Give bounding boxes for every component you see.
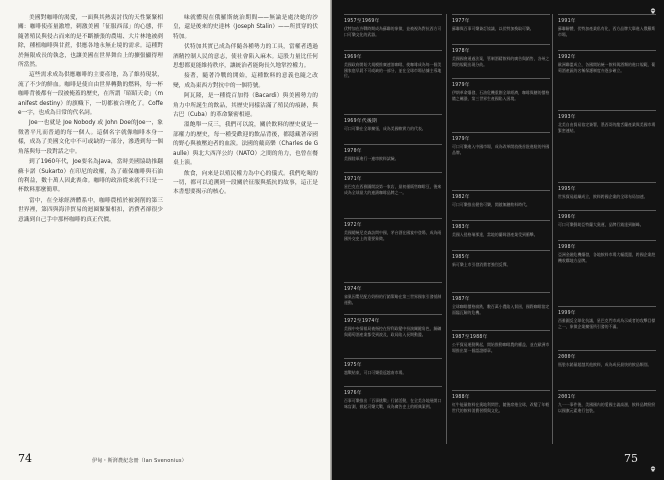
entry-text: 可口可樂進入中國市場，成為改革開放後首批進駐的外國品牌。: [452, 144, 550, 155]
paragraph: 到了1960年代，Joe要名為Java，當時美國協助推翻蘇卡諾（Sukarto）在印尼的政權，為了確保咖啡與石油的利益，數十萬人因此喪命。咖啡的政治從來就不只是一杯飲料那麼簡單。: [18, 159, 163, 194]
timeline-entry: [558, 110, 656, 133]
page-number: 75: [624, 452, 638, 465]
skull-icon: [650, 466, 656, 472]
entry-text: 西雅圖反全球化抗議，星巴克門市成為示威者的攻擊目標之一，象徵企業擴張所引發的不滿。: [558, 318, 656, 329]
entry-text: 雀巢因嬰兒配方奶粉的行銷策略在第三世界國家引發抵制運動。: [344, 294, 442, 305]
entry-year: 1975年: [344, 363, 362, 368]
entry-text: 歐洲聯盟成立，各國開始統一飲料與酒類的進口規範，葡萄酒產區的名稱保護制度亦逐步確立。: [558, 62, 656, 73]
paragraph: 這些需求成為供應咖啡的主要產地，為了維持現狀，流了不少的鮮血。咖啡是使自由世界轉動的燃料，每一杯咖啡背後都有一段被掩蓋的歷史，在所謂「昭昭天命」（manifest destiny）的旗幟下，一切都被合理化了。Coffee一字，也成為日常的代名詞。: [18, 72, 163, 117]
timeline-entry: [558, 14, 656, 37]
entry-year: 1979年: [452, 83, 470, 88]
entry-year: 1999年: [558, 311, 576, 316]
timeline-entry: [452, 132, 550, 155]
timeline-entry: [344, 314, 442, 337]
page-number: 74: [18, 452, 32, 465]
entry-text: 蘇聯與百事可樂簽訂協議，以伏特加換取可樂。: [452, 26, 534, 31]
paragraph: 當中，在全球經濟體系中，咖啡農植於被剝削的第三世界裡，第四與海洋貿易的迴圈緊緊相扣，消費者卻很少意識到自己手中那杯咖啡的真正代價。: [18, 197, 163, 223]
entry-text: 北美自由貿易協定簽署，墨西哥的龍舌蘭產業與美國市場緊密連結。: [558, 122, 656, 133]
entry-text: 新可樂上市引發消費者強烈反彈。: [452, 262, 511, 267]
entry-rule: [344, 114, 442, 115]
entry-text: 亞洲金融危機爆發，各地飲料市場大幅震盪，跨國企業趁機收購地方品牌。: [558, 252, 656, 263]
entry-rule: [344, 50, 442, 51]
entry-rule: [558, 350, 656, 351]
left-column-1: [18, 14, 163, 439]
paragraph: 阿瓦隆，是一種從百加得（Bacardi）與美國勢力的角力中所誕生的飲品，其歷史同樣沾滿了殖民的痕跡，與古巴（Cuba）的革命緊密相連。: [173, 93, 318, 119]
timeline-entry: [344, 172, 442, 195]
entry-rule: [344, 386, 442, 387]
right-page: [332, 0, 664, 480]
timeline-entry: [558, 240, 656, 263]
entry-rule: [558, 110, 656, 111]
timeline-entry: [558, 182, 656, 200]
entry-year: 1987至1988年: [452, 335, 488, 340]
entry-rule: [344, 144, 442, 145]
timeline-entry: [452, 292, 550, 315]
entry-text: 世界貿易組織成立，飲料跨國企業的全球布局加速。: [558, 194, 648, 199]
running-head: 伊甸・斯湃農紀念冊（Ian Svenonius）: [92, 458, 187, 464]
entry-text: 紅牛能量飲料在奧地利問世，隨後席捲全球，改變了年輕世代的飲料消費習慣與文化。: [452, 402, 550, 413]
entry-year: 1982年: [452, 195, 470, 200]
entry-year: 1971年: [344, 177, 362, 182]
entry-rule: [452, 14, 550, 15]
entry-rule: [452, 220, 550, 221]
entry-text: 九一一事件後，美國國內的愛國主義高漲，飲料品牌紛紛以國旗元素進行包裝。: [558, 402, 656, 413]
entry-year: 1979年: [452, 137, 470, 142]
entry-year: 1978年: [452, 49, 470, 54]
timeline-entry: [452, 190, 550, 208]
paragraph: 溫飽舉一反三，我們可以說，關於飲料的歷史就是一部權力的歷史，每一種受歡迎的飲品背後，都隱藏著帝國的野心與被壓迫者的血淚。法國的戴高樂（Charles de Gaulle）與北大西洋公約（NATO）之間的角力，也曾在餐桌上演。: [173, 122, 318, 167]
timeline-entry: [452, 14, 550, 32]
entry-text: 美國政府開始大規模推廣速溶咖啡，使咖啡成為每一個美國家庭早晨不可或缺的一部分，並在全球市場佔據主導地位。: [344, 62, 442, 79]
entry-text: 美國入侵格瑞那達，當地的蘭姆酒產業受到衝擊。: [452, 232, 538, 237]
timeline-entry: [558, 350, 656, 368]
entry-year: 1969年代後期: [344, 119, 378, 124]
entry-text: 星巴克在西雅圖開設第一家店，最初僅販售咖啡豆，後來成為全球最大的連鎖咖啡品牌之一。: [344, 184, 442, 195]
entry-text: 美國總統尼克森訪問中國，茅台酒在國宴中登場，成為兩國外交史上的重要象徵。: [344, 230, 442, 241]
entry-text: 伏特加在冷戰時期成為蘇聯的象徵，並被視為對抗西方可口可樂文化的武器。: [344, 26, 442, 37]
timeline-entry: [344, 282, 442, 305]
entry-text: 全球咖啡價格崩跌，數百萬小農陷入貧困，國際咖啡協定面臨瓦解的危機。: [452, 304, 550, 315]
entry-text: 美國陸軍進行一連串飲料試驗。: [344, 156, 399, 161]
timeline-entry: [344, 144, 442, 162]
timeline-entry: [452, 44, 550, 67]
entry-rule: [558, 14, 656, 15]
paragraph: 味就體現在俄羅斯統治期間——無論是處決她的沙皇，還是後來的史達林（Joseph Stalin）——所貫穿的伏特加。: [173, 15, 318, 40]
timeline-entry: [558, 50, 656, 73]
entry-rule: [344, 358, 442, 359]
timeline-entry: [452, 250, 550, 268]
entry-year: 1988年: [452, 395, 470, 400]
entry-rule: [452, 132, 550, 133]
entry-year: 1974年: [344, 287, 362, 292]
column-divider: [552, 14, 553, 444]
entry-rule: [558, 182, 656, 183]
entry-text: 可口可樂在全球擴張，成為美國軟實力的代表。: [344, 126, 426, 131]
entry-text: 可口可樂贊助亞特蘭大奧運，品牌行銷達到巔峰。: [558, 222, 644, 227]
timeline-entry: [344, 386, 442, 409]
entry-year: 2000年: [558, 355, 576, 360]
timeline-entry: [558, 210, 656, 228]
entry-year: 1983年: [452, 225, 470, 230]
entry-text: 美國中央情報局被指控在智利政變中扮演關鍵角色，銅礦與葡萄酒產業都受到波及，政局陷入長期動盪。: [344, 326, 442, 337]
entry-text: 蘇聯解體，伏特加產業私有化，西方品牌大舉進入俄羅斯市場。: [558, 26, 656, 37]
entry-text: 百事可樂推出「百事挑戰」行銷活動，在全美各地展開口味盲測，掀起可樂大戰，成為廣告史上的經典案例。: [344, 398, 442, 409]
entry-rule: [558, 390, 656, 391]
entry-text: 美國國會通過法案，管制酒精飲料的廣告與銷售，各州之間的規範出現分歧。: [452, 56, 550, 67]
entry-text: 可口可樂推出健怡可樂，開啟無糖飲料時代。: [452, 202, 530, 207]
entry-year: 1992年: [558, 55, 576, 60]
entry-year: 1985年: [452, 255, 470, 260]
entry-rule: [344, 14, 442, 15]
entry-rule: [558, 240, 656, 241]
entry-year: 1976年: [344, 391, 362, 396]
timeline-entry: [452, 220, 550, 238]
entry-text: 公平貿易運動興起，開始推動咖啡農的權益，並在歐洲市場推出第一個認證標章。: [452, 342, 550, 353]
timeline-entry: [344, 114, 442, 132]
entry-rule: [344, 218, 442, 219]
paragraph: 飲食，向來是以殖民權力為中心的儀式。我們吃喝的一切，都可以追溯到一段關於征服與抵抗的故事，這正是本書想要揭示的核心。: [173, 170, 318, 196]
entry-rule: [344, 314, 442, 315]
timeline-entry: [344, 358, 442, 376]
entry-text: 越戰結束，可口可樂重返越南市場。: [344, 370, 407, 375]
paragraph: 伏特加其實已成為伴隨各種勢力的工具，當權者透過酒精控制人民的意志，使社會陷入麻木。這股力量比任何思想都更能維持秩序，讓統治者能夠長久地掌控權力。: [173, 44, 318, 70]
left-column-2: [173, 14, 318, 439]
entry-year: 1993年: [558, 115, 576, 120]
timeline-entry: [344, 50, 442, 79]
entry-rule: [558, 306, 656, 307]
entry-year: 1957至1969年: [344, 19, 380, 24]
entry-rule: [452, 190, 550, 191]
entry-year: 1987年: [452, 297, 470, 302]
entry-text: 伊朗革命爆發，石油危機重創全球經濟，咖啡與糖的價格隨之飆漲，第三世界生產國陷入困境。: [452, 90, 550, 101]
entry-text: 瓶裝水銷量超越其他飲料，成為成長最快的飲品類別。: [558, 362, 652, 367]
entry-year: 1972年: [344, 223, 362, 228]
column-divider: [446, 14, 447, 444]
entry-year: 1970年: [344, 149, 362, 154]
entry-rule: [558, 50, 656, 51]
entry-year: 1996年: [558, 215, 576, 220]
paragraph: 接著，隨著冷戰的開始，這種飲料的意義也隨之改變，成為東西方對抗中的一個符號。: [173, 73, 318, 89]
timeline: [340, 14, 658, 444]
entry-year: 1998年: [558, 245, 576, 250]
left-page-body: [18, 14, 318, 439]
entry-rule: [344, 282, 442, 283]
entry-rule: [452, 292, 550, 293]
timeline-entry: [558, 390, 656, 413]
entry-rule: [452, 78, 550, 79]
entry-rule: [452, 330, 550, 331]
entry-rule: [452, 390, 550, 391]
timeline-entry: [558, 306, 656, 329]
entry-year: 1969年: [344, 55, 362, 60]
entry-rule: [558, 210, 656, 211]
entry-rule: [452, 44, 550, 45]
entry-year: 1995年: [558, 187, 576, 192]
timeline-entry: [452, 390, 550, 413]
entry-year: 2001年: [558, 395, 576, 400]
entry-rule: [344, 172, 442, 173]
timeline-entry: [344, 14, 442, 37]
entry-year: 1972至1974年: [344, 319, 380, 324]
entry-rule: [452, 250, 550, 251]
paragraph: Joe一也就是 Joe Nobody 或 John Doe的Joe一，象徵著平凡而普通的每一個人。這個名字就像咖啡本身一樣，成為了美國文化中不可或缺的一部分，滲透到每一個角落與每一段對話之中。: [18, 120, 163, 155]
skull-icon: [650, 8, 656, 14]
timeline-entry: [344, 218, 442, 241]
paragraph: 美國對咖啡的渴愛，一面與其熱衷討伐的天性緊緊相關：咖啡使產量激增，刺激美國「征服西部」的心態，伴隨著殖民與侵占而來的是不斷擴張的農場、大片林地被剷除，種植咖啡與甘蔗，供應各地永無止境的需求。這種對於無限成長的執念，也讓美國在世界舞台上的擴張顯得理所當然。: [18, 15, 163, 69]
timeline-entry: [452, 330, 550, 353]
timeline-entry: [452, 78, 550, 101]
entry-year: 1977年: [452, 19, 470, 24]
entry-year: 1991年: [558, 19, 576, 24]
